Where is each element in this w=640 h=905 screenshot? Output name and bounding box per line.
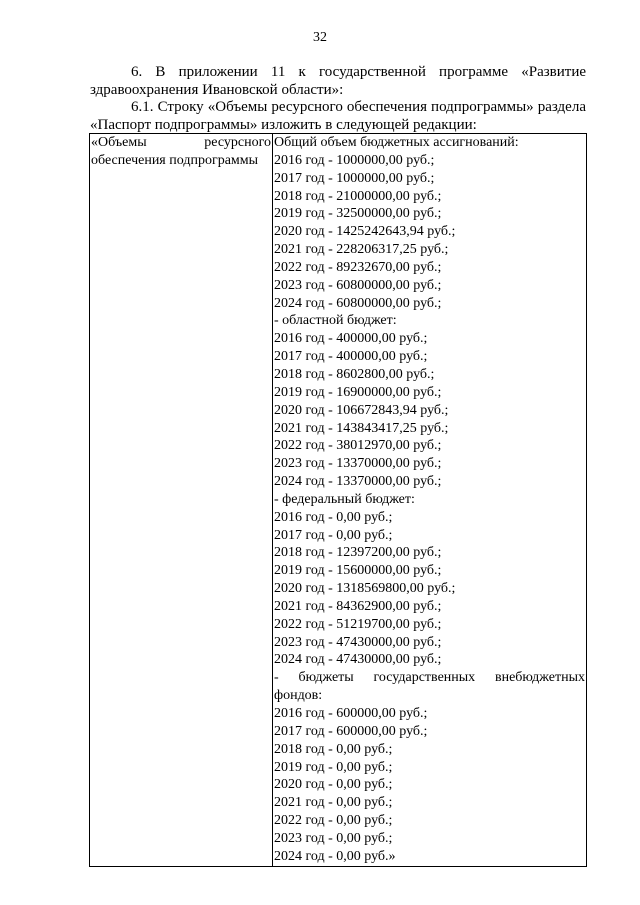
value-line: 2020 год - 1425242643,94 руб.; bbox=[274, 224, 456, 240]
value-line: 2022 год - 89232670,00 руб.; bbox=[274, 259, 442, 275]
table-row bbox=[90, 134, 587, 867]
value-line: 2020 год - 106672843,94 руб.; bbox=[274, 402, 449, 418]
value-line: Общий объем бюджетных ассигнований: bbox=[274, 135, 519, 150]
value-line: 2021 год - 84362900,00 руб.; bbox=[274, 598, 442, 614]
value-line: 2016 год - 1000000,00 руб.; bbox=[274, 152, 435, 168]
value-line: 2023 год - 13370000,00 руб.; bbox=[274, 456, 442, 472]
value-line: 2017 год - 400000,00 руб.; bbox=[274, 349, 428, 365]
value-line: 2024 год - 60800000,00 руб.; bbox=[274, 295, 442, 311]
value-line: 2017 год - 1000000,00 руб.; bbox=[274, 170, 435, 186]
value-line: 2020 год - 1318569800,00 руб.; bbox=[274, 581, 456, 597]
value-line: 2021 год - 0,00 руб.; bbox=[274, 795, 393, 811]
label-cell: «Объемы ресурсного обеспечения подпрограммы bbox=[90, 134, 273, 867]
value-line: 2018 год - 21000000,00 руб.; bbox=[274, 188, 442, 204]
value-line: 2018 год - 8602800,00 руб.; bbox=[274, 366, 435, 382]
value-line: 2018 год - 0,00 руб.; bbox=[274, 741, 393, 757]
value-line: 2024 год - 0,00 руб.» bbox=[274, 848, 396, 864]
value-line: 2016 год - 600000,00 руб.; bbox=[274, 706, 428, 721]
value-line: 2022 год - 51219700,00 руб.; bbox=[274, 616, 442, 632]
value-line: 2016 год - 0,00 руб.; bbox=[274, 509, 393, 525]
value-line: - федеральный бюджет: bbox=[274, 491, 415, 507]
page-number: 32 bbox=[313, 30, 327, 45]
value-line: 2023 год - 47430000,00 руб.; bbox=[274, 634, 442, 650]
paragraph-6: 6. В приложении 11 к государственной программе «Развитие здравоохранения Ивановской области»: bbox=[90, 64, 586, 98]
value-line: 2021 год - 228206317,25 руб.; bbox=[274, 242, 449, 258]
value-line: 2017 год - 0,00 руб.; bbox=[274, 527, 393, 543]
value-line: 2020 год - 0,00 руб.; bbox=[274, 777, 393, 793]
value-line: 2022 год - 0,00 руб.; bbox=[274, 813, 393, 829]
value-line: 2019 год - 32500000,00 руб.; bbox=[274, 206, 442, 222]
passport-table bbox=[89, 133, 587, 867]
value-cell bbox=[273, 134, 587, 867]
value-line: 2019 год - 0,00 руб.; bbox=[274, 759, 393, 775]
value-line: 2024 год - 13370000,00 руб.; bbox=[274, 474, 442, 490]
value-line: 2019 год - 16900000,00 руб.; bbox=[274, 384, 442, 400]
value-line: 2021 год - 143843417,25 руб.; bbox=[274, 420, 449, 436]
value-line: 2022 год - 38012970,00 руб.; bbox=[274, 438, 442, 454]
value-line: - бюджеты государственных внебюджетных фондов: bbox=[274, 670, 585, 704]
value-line: 2024 год - 47430000,00 руб.; bbox=[274, 652, 442, 668]
value-line: 2019 год - 15600000,00 руб.; bbox=[274, 563, 442, 579]
value-line: 2023 год - 0,00 руб.; bbox=[274, 830, 393, 846]
paragraph-6-1: 6.1. Строку «Объемы ресурсного обеспечения подпрограммы» раздела «Паспорт подпрограммы» изложить в следующей редакции: bbox=[90, 99, 586, 133]
value-line: 2018 год - 12397200,00 руб.; bbox=[274, 545, 442, 561]
value-line: 2016 год - 400000,00 руб.; bbox=[274, 331, 428, 347]
value-line: 2023 год - 60800000,00 руб.; bbox=[274, 277, 442, 293]
value-line: - областной бюджет: bbox=[274, 313, 397, 329]
value-line: 2017 год - 600000,00 руб.; bbox=[274, 723, 428, 739]
